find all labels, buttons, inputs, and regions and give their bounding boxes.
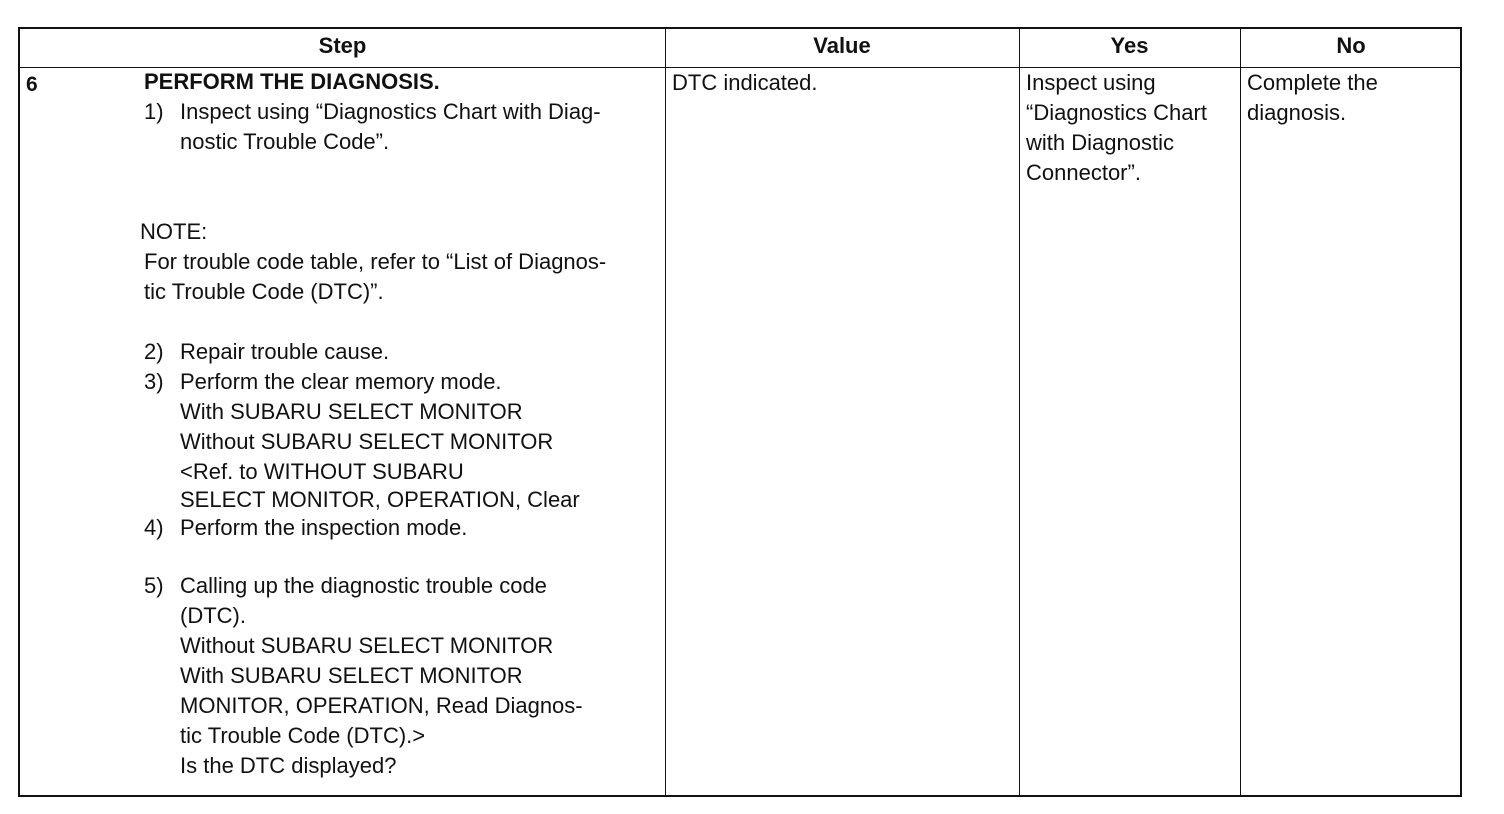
step-number: 6 [26, 73, 38, 96]
step-item-5-line: Without SUBARU SELECT MONITOR [180, 633, 554, 658]
step-item-5 [144, 571, 664, 781]
step-item-1 [144, 97, 664, 157]
header-step: Step [318, 33, 367, 58]
step-item-5-line: Is the DTC displayed? [180, 753, 397, 778]
step-item-4-text: Perform the inspection mode. [180, 515, 468, 540]
step-item-2 [144, 337, 664, 367]
column-divider-yes-no [1240, 29, 1241, 795]
step-content [140, 67, 664, 781]
header-yes: Yes [1110, 33, 1149, 58]
step-item-3 [144, 367, 664, 513]
step-item-5-line: With SUBARU SELECT MONITOR [180, 663, 523, 688]
step-item-3-line: With SUBARU SELECT MONITOR [180, 399, 523, 424]
note-line: tic Trouble Code (DTC)”. [144, 279, 384, 304]
header-no: No [1336, 33, 1366, 58]
step-item-3-line: SELECT MONITOR, OPERATION, Clear [180, 487, 580, 512]
column-divider-step-value [665, 29, 666, 795]
step-title: PERFORM THE DIAGNOSIS. [144, 69, 440, 94]
step-item-4-number: 4) [144, 515, 164, 540]
no-line: diagnosis. [1247, 100, 1347, 125]
step-item-1-line: Inspect using “Diagnostics Chart with Diag- [180, 99, 601, 124]
step-item-3-line: Perform the clear memory mode. [180, 369, 502, 394]
step-item-2-number: 2) [144, 339, 164, 364]
yes-line: Connector”. [1026, 160, 1141, 185]
note-line: For trouble code table, refer to “List of Diagnos- [144, 249, 607, 274]
diagnosis-table [18, 27, 1462, 797]
no-cell [1247, 68, 1459, 128]
step-item-5-line: Calling up the diagnostic trouble code [180, 573, 547, 598]
step-item-1-number: 1) [144, 99, 164, 124]
value-text: DTC indicated. [672, 70, 818, 95]
header-value: Value [813, 33, 871, 58]
step-item-4 [144, 513, 664, 543]
note-label: NOTE: [140, 219, 208, 244]
step-item-3-line: Without SUBARU SELECT MONITOR [180, 429, 554, 454]
step-item-2-text: Repair trouble cause. [180, 339, 390, 364]
step-item-3-line: <Ref. to WITHOUT SUBARU [180, 459, 464, 484]
step-item-5-line: tic Trouble Code (DTC).> [180, 723, 426, 748]
step-item-5-number: 5) [144, 573, 164, 598]
step-item-3-number: 3) [144, 369, 164, 394]
yes-line: Inspect using [1026, 70, 1156, 95]
yes-line: “Diagnostics Chart [1026, 100, 1207, 125]
step-item-1-line: nostic Trouble Code”. [180, 129, 390, 154]
yes-line: with Diagnostic [1026, 130, 1174, 155]
no-line: Complete the [1247, 70, 1378, 95]
column-divider-value-yes [1019, 29, 1020, 795]
value-cell [672, 68, 1012, 98]
step-item-5-line: MONITOR, OPERATION, Read Diagnos- [180, 693, 583, 718]
yes-cell [1026, 68, 1238, 188]
step-item-5-line: (DTC). [180, 603, 246, 628]
